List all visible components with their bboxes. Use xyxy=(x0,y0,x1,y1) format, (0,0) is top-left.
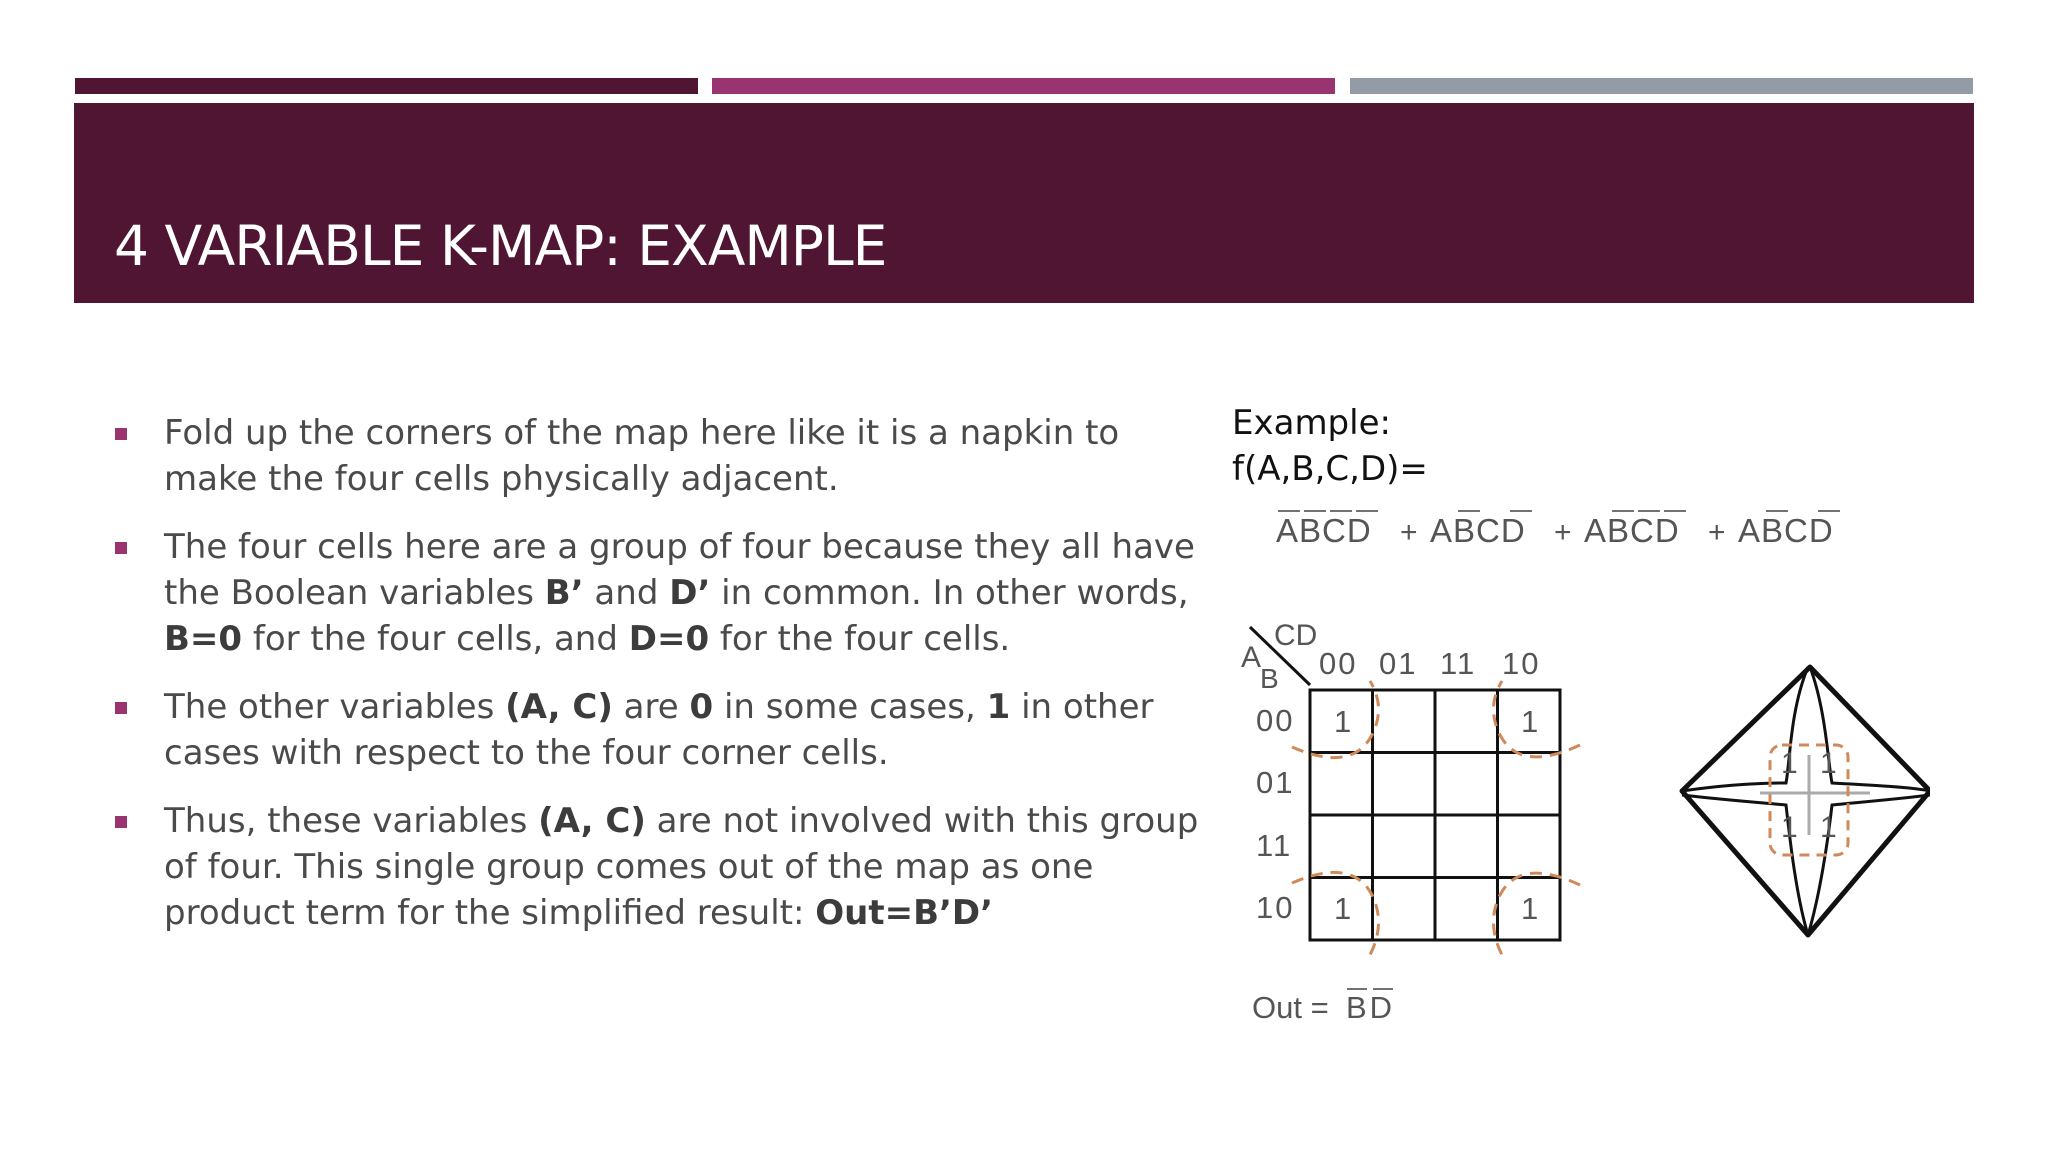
bullet-bold-text: 1 xyxy=(986,687,1011,727)
bullet-text: in common. In other words, xyxy=(710,573,1189,613)
col-header: 01 xyxy=(1379,646,1418,681)
plus-2: + xyxy=(1554,516,1572,549)
bullet-list xyxy=(112,410,1202,958)
row-header: 11 xyxy=(1256,828,1293,863)
b-label: B xyxy=(1260,663,1279,694)
row-header: 00 xyxy=(1256,703,1295,738)
kmap-cell: 1 xyxy=(1334,891,1352,926)
plus-3: + xyxy=(1708,516,1726,549)
folded-map-diagram xyxy=(1682,667,1930,935)
bullet-bold-text: (A, C) xyxy=(505,687,613,727)
col-header: 10 xyxy=(1502,646,1541,681)
header-bar-accent xyxy=(712,78,1335,94)
bullet-text: The other variables xyxy=(164,687,506,727)
bullet-text: are xyxy=(612,687,690,727)
bullet-square-icon xyxy=(115,702,127,714)
result-value: BD xyxy=(1346,990,1396,1025)
bullet-square-icon xyxy=(115,816,127,828)
kmap-cell: 1 xyxy=(1521,704,1539,739)
folded-cell: 1 xyxy=(1820,811,1837,844)
bullet-text: for the four cells. xyxy=(709,619,1011,659)
bullet-text: and xyxy=(583,573,670,613)
kmap-figure xyxy=(1230,495,1930,1055)
term-1: ABCD xyxy=(1276,512,1372,549)
bullet-item xyxy=(112,684,1202,776)
bullet-bold-text: B=0 xyxy=(164,619,243,659)
bullet-text: for the four cells, and xyxy=(242,619,629,659)
header-bar-dark xyxy=(75,78,698,94)
kmap-cell: 1 xyxy=(1521,891,1539,926)
col-header: 11 xyxy=(1440,646,1477,681)
row-header: 10 xyxy=(1256,890,1295,925)
bullet-bold-text: 0 xyxy=(689,687,714,727)
slide-title: 4 VARIABLE K-MAP: EXAMPLE xyxy=(114,214,887,278)
bullet-text: Fold up the corners of the map here like it is a napkin to make the four cells physically adjacent. xyxy=(164,413,1120,499)
title-band xyxy=(74,103,1974,303)
plus-1: + xyxy=(1400,516,1418,549)
bullet-bold-text: D=0 xyxy=(628,619,710,659)
folded-cell: 1 xyxy=(1820,747,1837,780)
col-header: 00 xyxy=(1319,646,1358,681)
bullet-item xyxy=(112,524,1202,662)
kmap-cell: 1 xyxy=(1334,704,1352,739)
example-label xyxy=(1232,400,1428,492)
a-label: A xyxy=(1241,641,1262,674)
folded-cell: 1 xyxy=(1781,747,1798,780)
bullet-item xyxy=(112,410,1202,502)
sop-expression xyxy=(1276,511,1840,549)
folded-cell: 1 xyxy=(1781,811,1798,844)
example-heading: Example: xyxy=(1232,403,1391,443)
bullet-bold-text: D’ xyxy=(669,573,711,613)
bullet-text: in some cases, xyxy=(713,687,987,727)
bullet-text: Thus, these variables xyxy=(164,801,539,841)
bullet-bold-text: (A, C) xyxy=(538,801,646,841)
bullet-text: The four cells here are a group of four because they all have the Boolean variables xyxy=(164,527,1195,613)
bullet-item xyxy=(112,798,1202,936)
header-bar-gray xyxy=(1350,78,1973,94)
term-4: ABCD xyxy=(1738,512,1834,549)
term-2: ABCD xyxy=(1430,512,1526,549)
result-label: Out = xyxy=(1252,990,1329,1025)
function-signature: f(A,B,C,D)= xyxy=(1232,449,1428,489)
bullet-bold-text: Out=B’D’ xyxy=(815,893,994,933)
bullet-bold-text: B’ xyxy=(544,573,584,613)
bullet-text: in other cases with respect to the four corner cells. xyxy=(164,687,1154,773)
bullet-square-icon xyxy=(115,542,127,554)
cd-label: CD xyxy=(1274,619,1318,652)
bullet-square-icon xyxy=(115,428,127,440)
term-3: ABCD xyxy=(1584,512,1680,549)
bullet-text: are not involved with this group of four. This single group comes out of the map as one product term for the simplified result: xyxy=(164,801,1199,933)
row-header: 01 xyxy=(1256,765,1295,800)
